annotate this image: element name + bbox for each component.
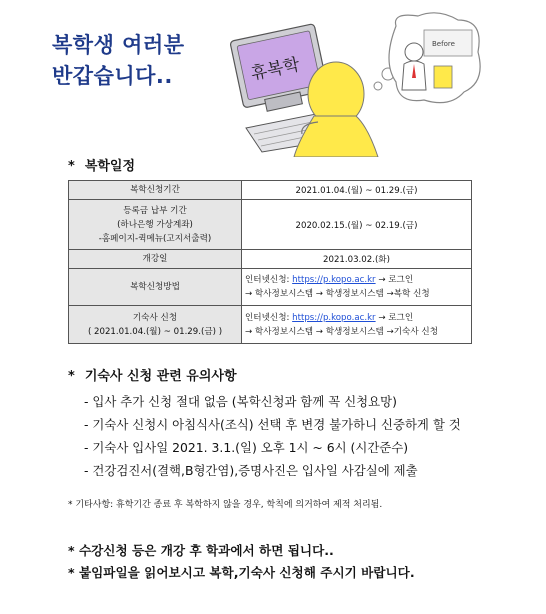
schedule-table [68, 180, 472, 344]
key-text: ( 2021.01.04.(월) ~ 01.29.(금) ) [87, 326, 223, 337]
row-value: 2020.02.15.(월) ~ 02.19.(금) [242, 200, 472, 250]
headline-line-2: 반갑습니다.. [52, 64, 173, 88]
table-row [69, 200, 472, 250]
row-key [69, 250, 242, 269]
row-key [69, 306, 242, 344]
table-row [69, 181, 472, 200]
table-row [69, 306, 472, 344]
row-value [242, 269, 472, 306]
list-item: - 입사 추가 신청 절대 없음 (복학신청과 함께 꼭 신청요망) [84, 394, 397, 409]
headline-line-1: 복학생 여러분 [52, 33, 185, 57]
dorm-bullet: * [68, 369, 75, 384]
screen-text: 휴복학 [249, 54, 302, 85]
study-illustration [228, 12, 483, 157]
schedule-bullet: * [68, 159, 75, 174]
board-text: Before [432, 40, 455, 48]
key-text: 복학신청기간 [130, 185, 180, 195]
row-value: 2021.01.04.(월) ~ 01.29.(금) [242, 181, 472, 200]
key-text: 기숙사 신청 [132, 312, 178, 323]
etc-note: * 기타사항: 휴학기간 종료 후 복학하지 않을 경우, 학칙에 의거하여 제적 처리됨. [68, 500, 383, 510]
table-row [69, 269, 472, 306]
list-item: - 기숙사 신청시 아침식사(조식) 선택 후 변경 불가하니 신중하게 할 것 [84, 417, 461, 432]
final-line-2: * 붙임파일을 읽어보시고 복학,기숙사 신청해 주시기 바랍니다. [68, 565, 415, 580]
thought-bubble [374, 13, 480, 103]
list-item: - 기숙사 입사일 2021. 3.1.(일) 오후 1시 ~ 6시 (시간준수) [84, 440, 409, 455]
portal-link[interactable]: https://p.kopo.ac.kr [292, 312, 376, 323]
page-headline [52, 30, 232, 92]
dorm-title-text: 기숙사 신청 관련 유의사항 [84, 369, 237, 384]
row-key [69, 269, 242, 306]
dorm-notes-title [68, 365, 528, 384]
value-line-2: → 학사정보시스템 → 학생정보시스템 →복학 신청 [245, 289, 430, 299]
row-value: 2021.03.02.(화) [242, 250, 472, 269]
portal-link[interactable]: https://p.kopo.ac.kr [292, 275, 376, 285]
final-line-1: * 수강신청 등은 개강 후 학과에서 하면 됩니다.. [68, 543, 334, 558]
dorm-notes-section [68, 365, 528, 482]
key-text: -홈페이지-퀵메뉴(고지서출력) [98, 233, 212, 244]
row-key [69, 181, 242, 200]
schedule-title: 복학일정 [84, 159, 136, 174]
key-text: 개강일 [142, 254, 168, 264]
table-row [69, 250, 472, 269]
value-suffix: → 로그인 [378, 275, 414, 285]
key-text: (하나은행 가상계좌) [117, 219, 193, 230]
key-text: 복학신청방법 [130, 282, 180, 292]
value-line-2: → 학사정보시스템 → 학생정보시스템 →기숙사 신청 [245, 326, 438, 337]
value-suffix: → 로그인 [378, 312, 414, 323]
value-prefix: 인터넷신청: [245, 275, 290, 285]
key-text: 등록금 납부 기간 [123, 205, 187, 216]
value-prefix: 인터넷신청: [245, 312, 290, 323]
list-item: - 건강검진서(결핵,B형간염),증명사진은 입사일 사감실에 제출 [84, 463, 418, 478]
row-value [242, 306, 472, 344]
final-notes [68, 540, 538, 584]
row-key [69, 200, 242, 250]
schedule-section-title [68, 155, 135, 174]
